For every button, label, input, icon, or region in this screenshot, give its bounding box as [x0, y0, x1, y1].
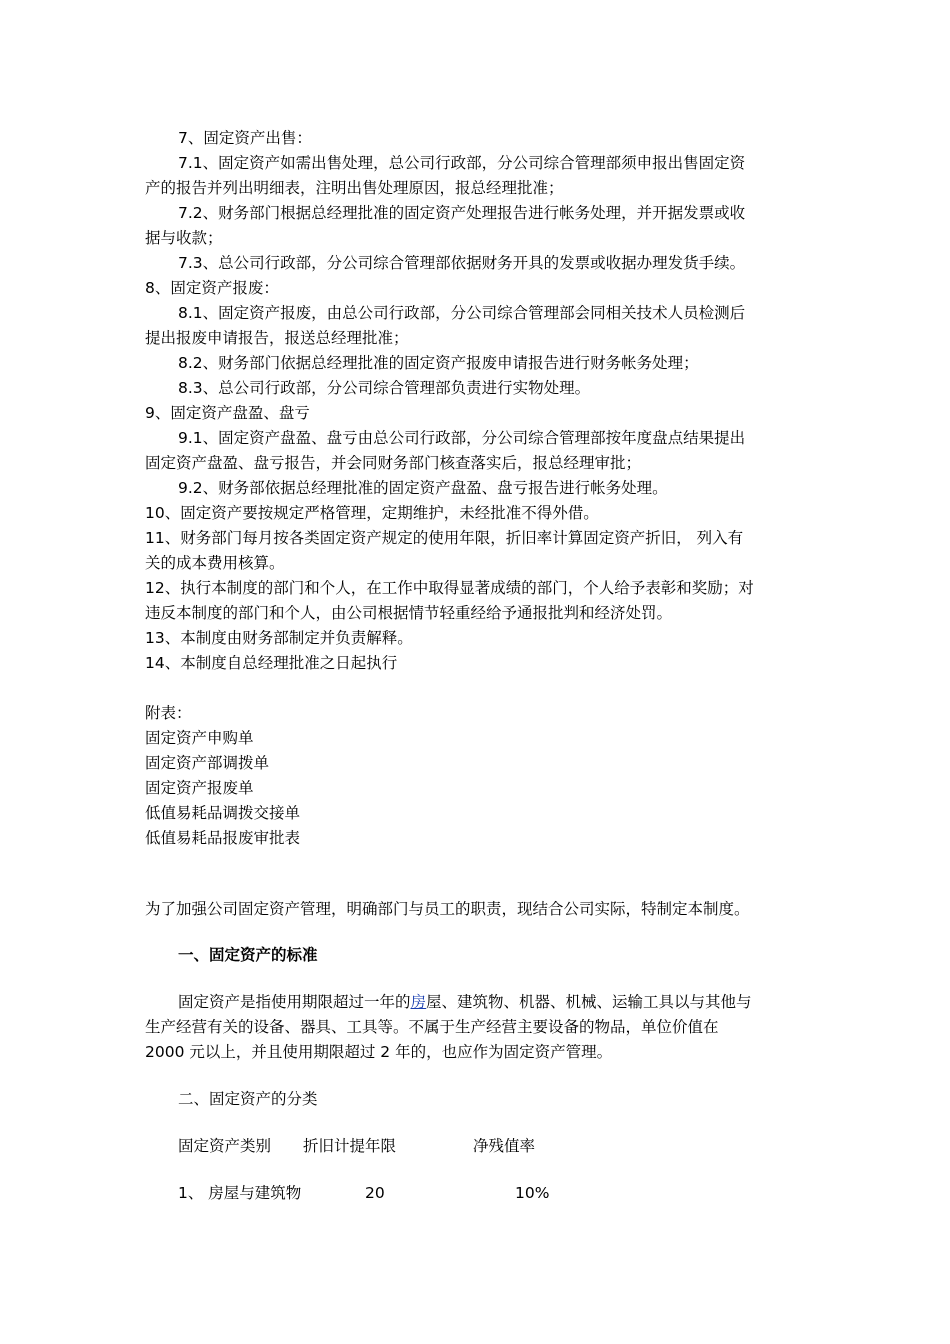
text-line: 8.1、固定资产报废，由总公司行政部，分公司综合管理部会同相关技术人员检测后 [178, 304, 746, 322]
text-line: 据与收款； [145, 229, 223, 247]
table-cell-residual: 10% [515, 1184, 550, 1202]
text-line: 8、固定资产报废： [145, 279, 279, 297]
table-cell-years: 20 [365, 1184, 385, 1202]
definition-text: 固定资产是指使用期限超过一年的 [178, 993, 411, 1011]
hyperlink[interactable]: 房 [410, 993, 427, 1011]
definition-line [178, 990, 752, 1015]
text-line: 固定资产部调拨单 [145, 754, 270, 772]
text-line: 固定资产盘盈、盘亏报告，并会同财务部门核查落实后，报总经理审批； [145, 454, 642, 472]
text-line: 低值易耗品调拨交接单 [145, 804, 301, 822]
text-line: 14、本制度自总经理批准之日起执行 [145, 654, 398, 672]
text-line: 9.1、固定资产盘盈、盘亏由总公司行政部，分公司综合管理部按年度盘点结果提出 [178, 429, 746, 447]
text-line: 11、财务部门每月按各类固定资产规定的使用年限，折旧率计算固定资产折旧， 列入有 [145, 529, 744, 547]
text-line: 13、本制度由财务部制定并负责解释。 [145, 629, 413, 647]
definition-text: 屋、建筑物、机器、机械、运输工具以与其他与 [426, 993, 752, 1011]
text-line: 二、固定资产的分类 [178, 1090, 318, 1108]
text-line: 9.2、财务部依据总经理批准的固定资产盘盈、盘亏报告进行帐务处理。 [178, 479, 668, 497]
table-header-years: 折旧计提年限 [303, 1137, 397, 1155]
text-line: 7.1、固定资产如需出售处理，总公司行政部，分公司综合管理部须申报出售固定资 [178, 154, 746, 172]
text-line: 低值易耗品报废审批表 [145, 829, 301, 847]
text-line: 2000 元以上，并且使用期限超过 2 年的，也应作为固定资产管理。 [145, 1043, 613, 1061]
table-header-residual: 净残值率 [473, 1137, 536, 1155]
text-line: 固定资产报废单 [145, 779, 254, 797]
text-line: 提出报废申请报告，报送总经理批准； [145, 329, 409, 347]
text-line: 8.3、总公司行政部，分公司综合管理部负责进行实物处理。 [178, 379, 591, 397]
text-line: 7.2、财务部门根据总经理批准的固定资产处理报告进行帐务处理，并开据发票或收 [178, 204, 746, 222]
text-line: 10、固定资产要按规定严格管理，定期维护，未经批准不得外借。 [145, 504, 599, 522]
text-line: 为了加强公司固定资产管理，明确部门与员工的职责，现结合公司实际，特制定本制度。 [145, 900, 750, 918]
text-line: 违反本制度的部门和个人，由公司根据情节轻重经给予通报批判和经济处罚。 [145, 604, 673, 622]
table-header-category: 固定资产类别 [178, 1137, 272, 1155]
text-line: 生产经营有关的设备、器具、工具等。不属于生产经营主要设备的物品，单位价值在 [145, 1018, 719, 1036]
text-line: 8.2、财务部门依据总经理批准的固定资产报废申请报告进行财务帐务处理； [178, 354, 699, 372]
text-line: 9、固定资产盘盈、盘亏 [145, 404, 310, 422]
section-heading: 一、固定资产的标准 [178, 946, 318, 964]
text-line: 关的成本费用核算。 [145, 554, 285, 572]
text-line: 附表： [145, 704, 192, 722]
text-line: 7.3、总公司行政部，分公司综合管理部依据财务开具的发票或收据办理发货手续。 [178, 254, 746, 272]
table-cell-category: 1、 房屋与建筑物 [178, 1184, 302, 1202]
text-line: 固定资产申购单 [145, 729, 254, 747]
text-line: 产的报告并列出明细表，注明出售处理原因，报总经理批准； [145, 179, 564, 197]
text-line: 12、执行本制度的部门和个人，在工作中取得显著成绩的部门，个人给予表彰和奖励；对 [145, 579, 754, 597]
text-line: 7、固定资产出售： [178, 129, 312, 147]
